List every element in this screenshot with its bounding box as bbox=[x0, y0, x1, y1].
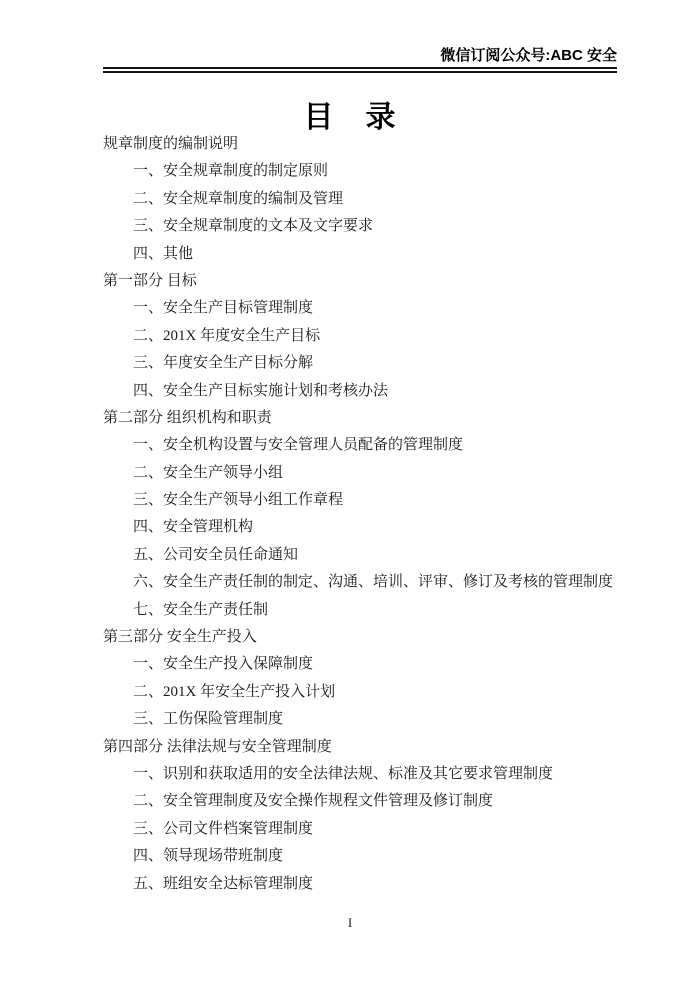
toc-entry-label: 二、安全管理制度及安全操作规程文件管理及修订制度 bbox=[133, 793, 494, 810]
toc-entry-label: 三、年度安全生产目标分解 bbox=[133, 355, 314, 372]
toc-entry bbox=[103, 734, 663, 761]
toc-entry-label: 四、其他 bbox=[133, 245, 194, 262]
toc-entry-label: 四、安全生产目标实施计划和考核办法 bbox=[133, 382, 389, 399]
toc-entry-label: 第三部分 安全生产投入 bbox=[103, 629, 257, 646]
toc-entry-label: 五、公司安全员任命通知 bbox=[133, 546, 299, 563]
toc-entry bbox=[103, 624, 663, 651]
toc-entry bbox=[103, 816, 663, 843]
toc-list bbox=[103, 131, 663, 898]
toc-entry bbox=[103, 378, 663, 405]
header-publisher-text: 微信订阅公众号:ABC 安全 bbox=[440, 47, 617, 64]
toc-entry-label: 第二部分 组织机构和职责 bbox=[103, 409, 272, 426]
toc-entry bbox=[103, 268, 663, 295]
toc-entry-label: 二、安全生产领导小组 bbox=[133, 464, 284, 481]
toc-entry-label: 三、安全规章制度的文本及文字要求 bbox=[133, 218, 374, 235]
toc-entry-label: 一、识别和获取适用的安全法律法规、标准及其它要求管理制度 bbox=[133, 765, 554, 782]
toc-entry bbox=[103, 131, 663, 158]
toc-entry-label: 二、201X 年安全生产投入计划 bbox=[133, 683, 336, 700]
toc-entry bbox=[103, 514, 663, 541]
toc-entry bbox=[103, 679, 663, 706]
toc-entry-label: 三、工伤保险管理制度 bbox=[133, 711, 284, 728]
toc-entry-label: 四、领导现场带班制度 bbox=[133, 848, 284, 865]
page-footer bbox=[0, 915, 700, 931]
toc-entry bbox=[103, 843, 663, 870]
toc-entry bbox=[103, 569, 663, 596]
toc-entry-label: 一、安全生产目标管理制度 bbox=[133, 300, 314, 317]
toc-entry bbox=[103, 706, 663, 733]
toc-entry-label: 一、安全机构设置与安全管理人员配备的管理制度 bbox=[133, 437, 464, 454]
page-title: 目 录 bbox=[303, 101, 397, 134]
toc-entry-label: 二、安全规章制度的编制及管理 bbox=[133, 190, 344, 207]
toc-entry bbox=[103, 241, 663, 268]
toc-entry bbox=[103, 761, 663, 788]
toc-entry bbox=[103, 871, 663, 898]
toc-entry-label: 三、公司文件档案管理制度 bbox=[133, 820, 314, 837]
page-number: I bbox=[347, 915, 353, 930]
toc-entry-label: 一、安全生产投入保障制度 bbox=[133, 656, 314, 673]
toc-entry-label: 规章制度的编制说明 bbox=[103, 136, 239, 152]
toc-entry bbox=[103, 405, 663, 432]
toc-entry-label: 第四部分 法律法规与安全管理制度 bbox=[103, 738, 332, 755]
toc-entry bbox=[103, 213, 663, 240]
toc-entry bbox=[103, 350, 663, 377]
toc-entry bbox=[103, 788, 663, 815]
toc-entry bbox=[103, 323, 663, 350]
toc-entry-label: 六、安全生产责任制的制定、沟通、培训、评审、修订及考核的管理制度 bbox=[133, 574, 614, 591]
toc-entry bbox=[103, 487, 663, 514]
toc-entry bbox=[103, 295, 663, 322]
toc-entry-label: 一、安全规章制度的制定原则 bbox=[133, 163, 329, 180]
toc-entry bbox=[103, 460, 663, 487]
toc-entry-label: 第一部分 目标 bbox=[103, 272, 197, 289]
toc-entry bbox=[103, 158, 663, 185]
toc-entry-label: 五、班组安全达标管理制度 bbox=[133, 875, 314, 892]
toc-entry bbox=[103, 651, 663, 678]
page-header bbox=[103, 44, 617, 65]
header-double-rule bbox=[103, 67, 617, 73]
toc-entry bbox=[103, 186, 663, 213]
toc-entry-label: 四、安全管理机构 bbox=[133, 519, 254, 536]
toc-entry bbox=[103, 542, 663, 569]
toc-entry-label: 二、201X 年度安全生产目标 bbox=[133, 327, 321, 344]
toc-entry-label: 七、安全生产责任制 bbox=[133, 601, 269, 618]
toc-entry bbox=[103, 597, 663, 624]
toc-entry-label: 三、安全生产领导小组工作章程 bbox=[133, 492, 344, 509]
toc-entry bbox=[103, 432, 663, 459]
